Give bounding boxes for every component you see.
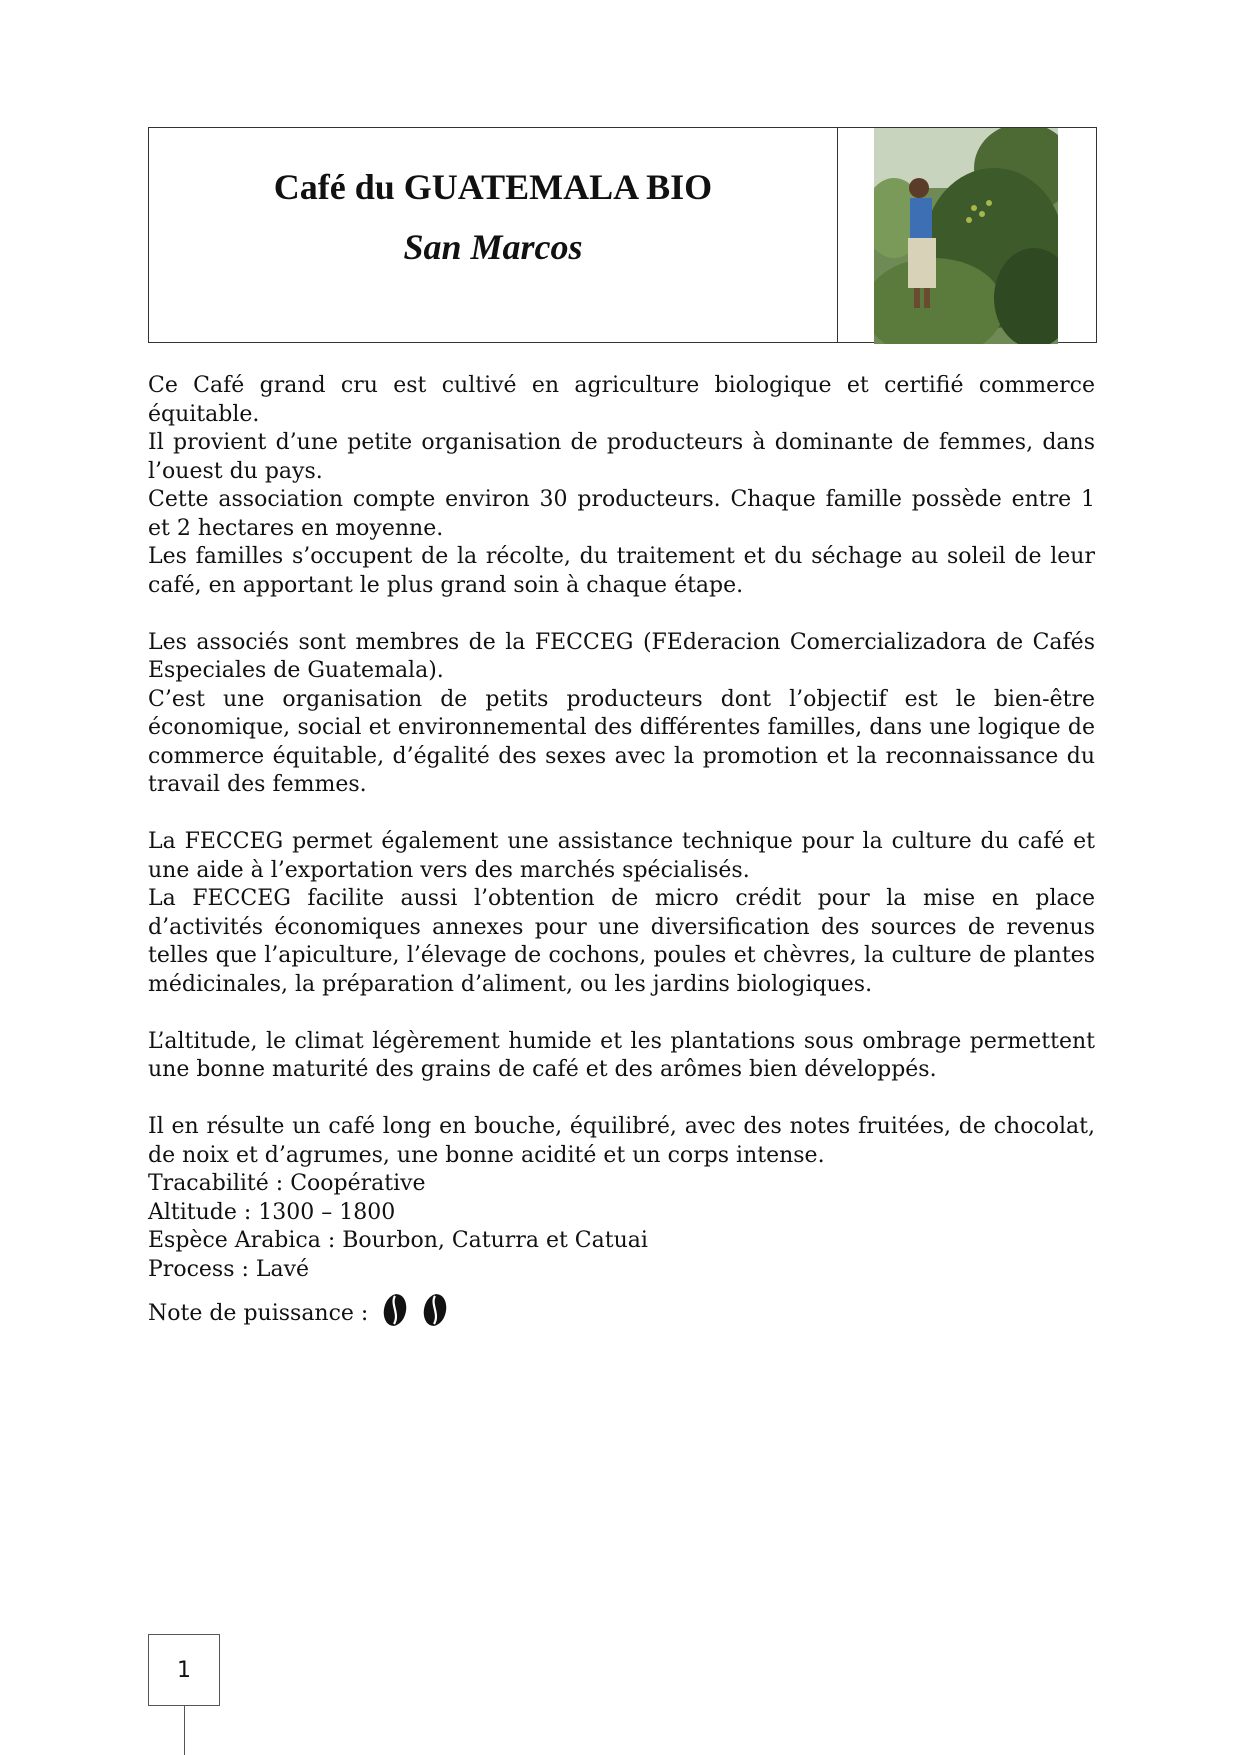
paragraph-5 [148,1113,1095,1170]
spec-espece: Espèce Arabica : Bourbon, Caturra et Catuai [148,1228,648,1253]
paragraph-4 [148,1028,1095,1085]
text-line: C’est une organisation de petits producteurs dont l’objectif est le bien-être économique, social et environnemental des différentes familles, dans une logique de commerce équitable, d’égalité des sexes avec la promotion et la reconnaissance du travail des femmes. [148,686,1095,797]
text-line: Les associés sont membres de la FECCEG (FEderacion Comercializadora de Cafés Especiales de Guatemala). [148,629,1095,683]
photo-cell [838,128,1096,342]
coffee-bean-icon [382,1292,408,1328]
spec-altitude: Altitude : 1300 – 1800 [148,1199,396,1225]
text-line: Il en résulte un café long en bouche, équilibré, avec des notes fruitées, de chocolat, de noix et d’agrumes, une bonne acidité et un corps intense. [148,1114,1095,1168]
paragraph-3 [148,828,1095,999]
spec-process: Process : Lavé [148,1256,310,1282]
text-line: La FECCEG facilite aussi l’obtention de micro crédit pour la mise en place d’activités économiques annexes pour une diversification des sources de revenus telles que l’apiculture, l’élevage de cochons, poules et chèvres, la culture de plantes médicinales, la préparation d’aliment, ou les jardins biologiques. [148,886,1095,997]
text-line: Cette association compte environ 30 producteurs. Chaque famille possède entre 1 et 2 hectares en moyenne. [148,487,1095,541]
farmer-photo [874,128,1058,344]
page-number-box [148,1634,220,1706]
page-subtitle: San Marcos [403,227,583,267]
power-rating [368,1292,448,1337]
text-line: La FECCEG permet également une assistance technique pour la culture du café et une aide à l’exportation vers des marchés spécialisés. [148,829,1095,883]
text-line: L’altitude, le climat légèrement humide et les plantations sous ombrage permettent une bonne maturité des grains de café et des arômes bien développés. [148,1028,1095,1082]
paragraph-2 [148,629,1095,800]
power-row [148,1292,648,1337]
page-number: 1 [177,1657,191,1683]
header-box [148,127,1097,343]
page-divider [184,1706,185,1755]
spec-tracabilite: Tracabilité : Coopérative [148,1171,426,1196]
body-text [148,372,1095,1170]
power-label: Note de puissance : [148,1301,369,1326]
text-line: Les familles s’occupent de la récolte, du traitement et du séchage au soleil de leur café, en apportant le plus grand soin à chaque étape. [148,544,1095,598]
specs-list [148,1170,648,1337]
page-title: Café du GUATEMALA BIO [273,167,713,207]
paragraph-1 [148,372,1095,600]
text-line: Il provient d’une petite organisation de producteurs à dominante de femmes, dans l’ouest du pays. [148,430,1095,484]
text-line: Ce Café grand cru est cultivé en agriculture biologique et certifié commerce équitable. [148,373,1095,427]
title-cell [149,128,838,342]
coffee-bean-icon [422,1292,448,1328]
